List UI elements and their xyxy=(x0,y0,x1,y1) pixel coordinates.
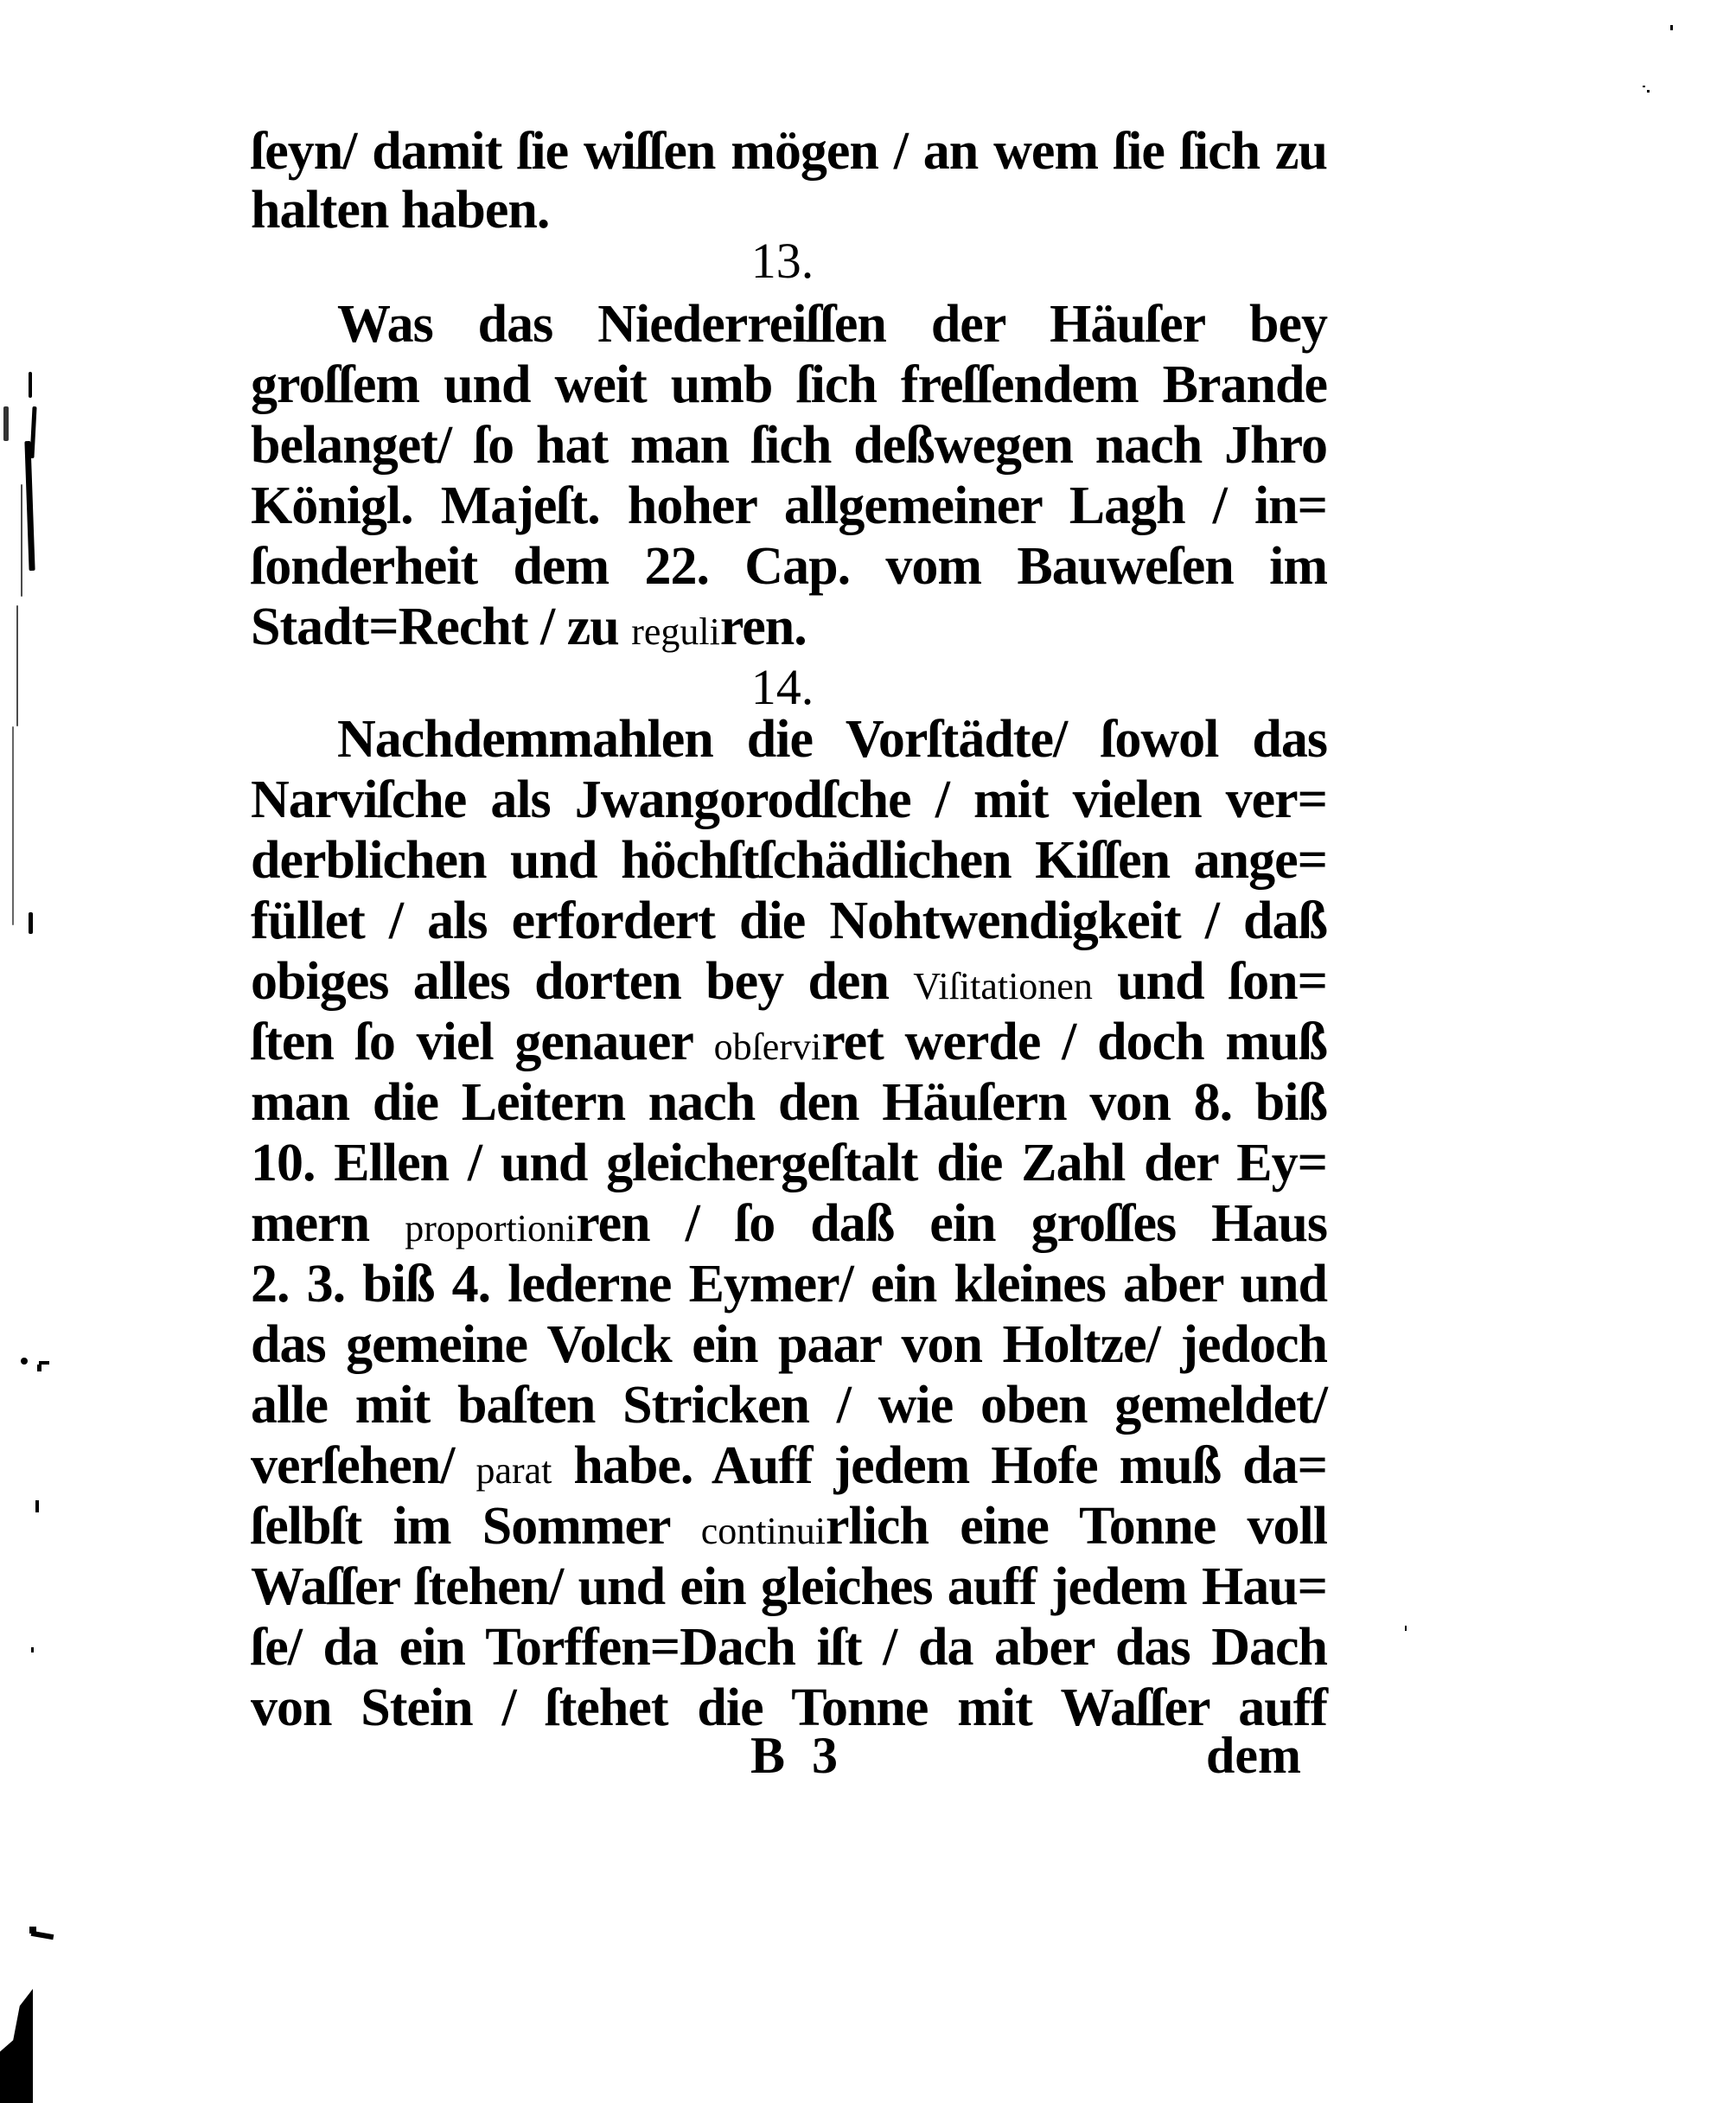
text-line xyxy=(251,951,1327,1012)
scan-artifact xyxy=(29,1927,36,1934)
scan-artifact xyxy=(31,1647,34,1652)
text-line: man die Leitern nach den Häuſern von 8. biß xyxy=(251,1073,1327,1132)
text-line: Waſſer ſtehen/ und ein gleiches auff jedem Hau= xyxy=(251,1557,1327,1616)
text-line xyxy=(251,1496,1327,1556)
latin-term: reguli xyxy=(631,610,720,653)
text-line: ſe/ da ein Torffen=Dach iſt / da aber das Dach xyxy=(251,1618,1327,1677)
text-line: alle mit baſten Stricken / wie oben gemeldet/ xyxy=(251,1376,1327,1435)
scan-artifact xyxy=(29,372,32,398)
text-segment: rlich eine Tonne voll xyxy=(825,1497,1327,1556)
scan-artifact xyxy=(37,1365,41,1371)
text-line: Was das Niederreiſſen der Häuſer bey xyxy=(337,295,1327,354)
text-segment: Stadt=Recht / zu xyxy=(251,598,632,656)
text-line: Nachdemmahlen die Vorſtädte/ ſowol das xyxy=(337,710,1327,769)
text-line: belanget/ ſo hat man ſich deßwegen nach Jhro xyxy=(251,416,1327,475)
text-segment: und ſon= xyxy=(1092,952,1327,1011)
text-line: 2. 3. biß 4. lederne Eymer/ ein kleines aber und xyxy=(251,1255,1327,1314)
scan-artifact xyxy=(0,1989,33,2103)
text-segment: habe. Auff jedem Hofe muß da= xyxy=(552,1436,1327,1495)
latin-term: Viſitationen xyxy=(913,965,1093,1007)
text-segment: ren. xyxy=(719,598,807,656)
text-line: von Stein / ſtehet die Tonne mit Waſſer auff xyxy=(251,1678,1327,1737)
text-line: Narviſche als Jwangorodſche / mit vielen ver= xyxy=(251,770,1327,829)
text-line: ſonderheit dem 22. Cap. vom Bauweſen im xyxy=(251,537,1327,596)
catchword: dem xyxy=(1206,1727,1301,1784)
scan-artifact xyxy=(12,726,14,925)
latin-term: parat xyxy=(475,1449,552,1492)
text-segment: obiges alles dorten bey den xyxy=(251,952,914,1011)
text-line xyxy=(251,1435,1327,1496)
text-line: 10. Ellen / und gleichergeſtalt die Zahl der Ey= xyxy=(251,1134,1327,1192)
text-segment: ret werde / doch muß xyxy=(821,1013,1327,1071)
text-segment: mern xyxy=(251,1194,405,1253)
section-number: 13. xyxy=(750,233,814,289)
text-line: füllet / als erfordert die Nohtwendigkeit / daß xyxy=(251,892,1327,950)
latin-term: continui xyxy=(700,1510,826,1552)
scan-artifact xyxy=(16,605,18,726)
text-line: ſeyn/ damit ſie wiſſen mögen / an wem ſie ſich zu xyxy=(251,122,1327,181)
text-line xyxy=(251,597,1327,657)
text-segment: verſehen/ xyxy=(251,1436,476,1495)
text-segment: ren / ſo daß ein groſſes Haus xyxy=(576,1194,1327,1253)
scan-artifact xyxy=(21,484,22,597)
page-signature: B 3 xyxy=(750,1727,839,1784)
text-segment: ſelbſt im Sommer xyxy=(251,1497,701,1556)
scan-artifact xyxy=(1405,1626,1407,1631)
scan-artifact xyxy=(24,441,35,571)
scan-artifact xyxy=(35,1500,39,1512)
text-line xyxy=(251,1012,1327,1072)
latin-term: proportioni xyxy=(405,1207,577,1250)
section-number: 14. xyxy=(750,659,814,715)
text-line: groſſem und weit umb ſich freſſendem Brande xyxy=(251,355,1327,414)
text-segment: ſten ſo viel genauer xyxy=(251,1013,714,1071)
scan-artifact xyxy=(3,406,9,441)
scan-artifact xyxy=(1647,90,1650,93)
text-line: Königl. Majeſt. hoher allgemeiner Lagh / in= xyxy=(251,476,1327,535)
text-line: das gemeine Volck ein paar von Holtze/ jedoch xyxy=(251,1315,1327,1374)
scan-artifact xyxy=(1643,86,1645,87)
scan-artifact xyxy=(1670,25,1673,30)
text-line: derblichen und höchſtſchädlichen Kiſſen ange= xyxy=(251,831,1327,890)
scan-artifact xyxy=(29,912,33,934)
scan-artifact xyxy=(21,1358,28,1365)
latin-term: obſervi xyxy=(713,1026,822,1068)
text-line: halten haben. xyxy=(251,181,550,240)
text-line xyxy=(251,1193,1327,1254)
